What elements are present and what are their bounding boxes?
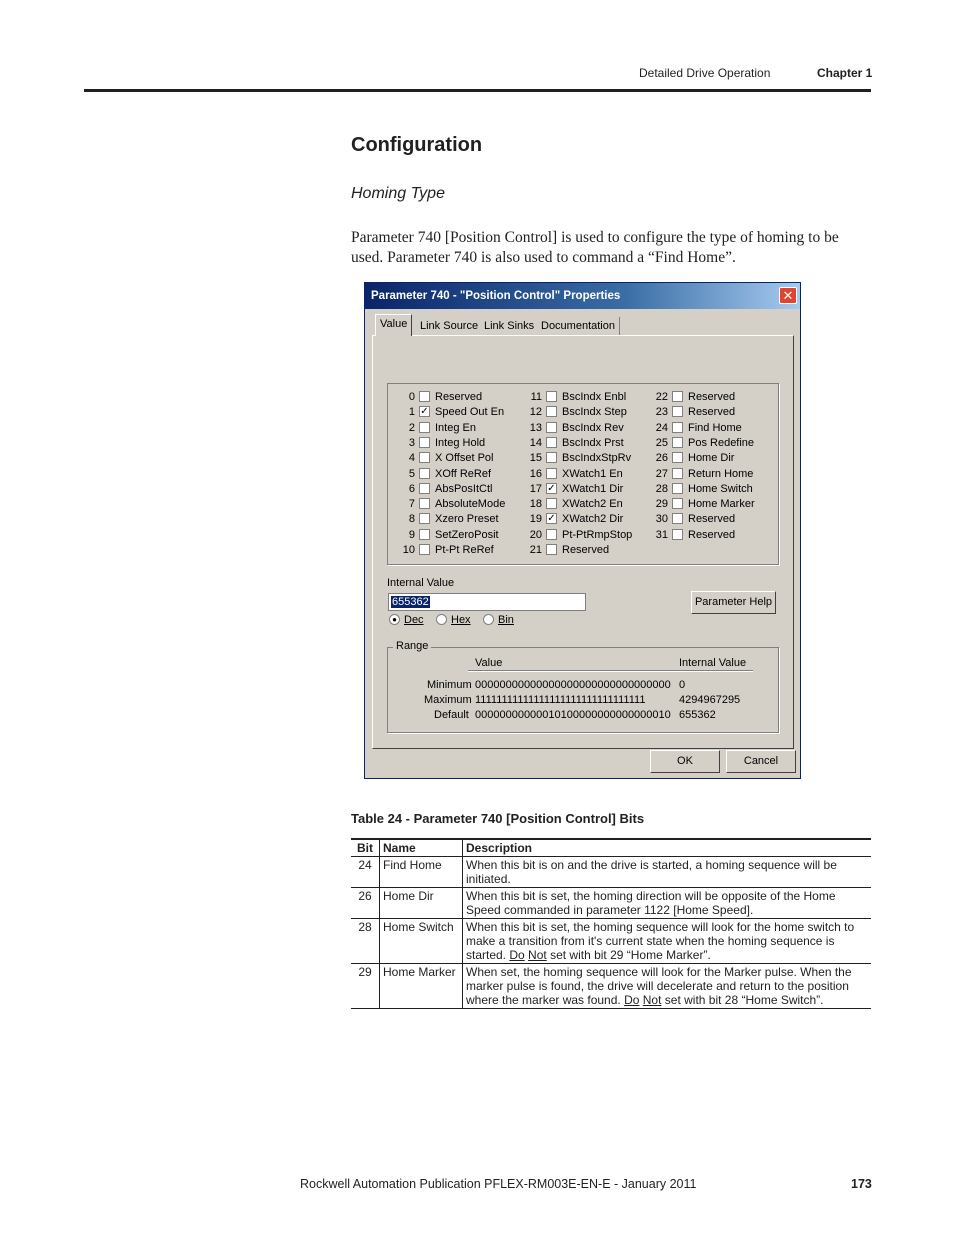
checkbox-icon[interactable]	[546, 391, 557, 402]
checkbox-icon[interactable]	[672, 468, 683, 479]
bit-label: BscIndxStpRv	[562, 452, 632, 465]
description-text: When this bit is set, the homing direction will be opposite of the Home Speed commanded in parameter 1122 [Home Speed].	[466, 889, 836, 917]
checkbox-icon[interactable]	[672, 452, 683, 463]
page-subtitle: Homing Type	[351, 185, 445, 202]
checkbox-icon[interactable]	[546, 422, 557, 433]
bit-label: AbsoluteMode	[435, 498, 506, 511]
bit-label: Reserved	[435, 391, 483, 403]
bit-number: 23	[655, 406, 668, 419]
range-row-internal: 0	[679, 679, 686, 691]
cell-name: Home Switch	[380, 919, 463, 964]
range-row-internal: 655362	[679, 709, 716, 721]
description-text: When this bit is on and the drive is started, a homing sequence will be initiated.	[466, 858, 837, 886]
description-text-end: set with bit 28 “Home Switch”.	[661, 993, 824, 1007]
range-row-label: Maximum	[424, 694, 472, 706]
range-row-value: 00000000000000000000000000000000	[475, 679, 671, 691]
bit-number: 22	[655, 391, 668, 403]
checkbox-icon[interactable]	[672, 422, 683, 433]
bit-number: 2	[408, 421, 415, 434]
bit-number: 7	[408, 498, 415, 511]
bit-label: Return Home	[688, 467, 754, 480]
emphasis-do: Do	[624, 993, 640, 1007]
range-row-value: 00000000000010100000000000000010	[475, 709, 671, 721]
checkbox-icon[interactable]	[672, 529, 683, 540]
bit-number: 9	[408, 528, 415, 541]
cell-name: Home Dir	[380, 888, 463, 919]
checkbox-icon[interactable]	[672, 498, 683, 509]
bit-label: BscIndx Enbl	[562, 391, 627, 403]
bit-number: 10	[402, 544, 415, 556]
bit-number: 8	[408, 513, 415, 526]
bit-number: 16	[529, 467, 542, 480]
bit-number: 12	[529, 406, 542, 419]
bit-label: Reserved	[688, 391, 736, 403]
checkbox-icon[interactable]	[672, 513, 683, 524]
cell-description	[463, 919, 872, 964]
footer-publication: Rockwell Automation Publication PFLEX-RM003E-EN-E - January 2011	[300, 1177, 697, 1191]
bit-label: XWatch2 Dir	[562, 513, 624, 526]
internal-value-text: 655362	[392, 596, 429, 608]
bit-number: 6	[408, 482, 415, 495]
bit-number: 20	[529, 528, 542, 541]
bit-number: 29	[655, 498, 668, 511]
bit-label: AbsPosItCtl	[435, 482, 493, 495]
table-header-row	[351, 839, 871, 857]
bit-label: Pt-Pt ReRef	[435, 544, 494, 556]
bit-label: XWatch1 Dir	[562, 482, 624, 495]
checkbox-icon[interactable]	[419, 483, 430, 494]
bit-number: 21	[529, 544, 542, 556]
bit-number: 18	[529, 498, 542, 511]
bit-label: Home Dir	[688, 452, 735, 465]
bit-number: 25	[655, 436, 668, 449]
cell-bit: 26	[351, 888, 380, 919]
bit-label: Xzero Preset	[435, 513, 499, 526]
description-text-end: set with bit 29 “Home Marker”.	[546, 948, 711, 962]
bit-number: 15	[529, 452, 542, 465]
cell-bit: 29	[351, 964, 380, 1009]
col-header-name: Name	[380, 839, 463, 857]
tab-link-source[interactable]: Link Source	[416, 317, 483, 335]
checkbox-icon[interactable]	[419, 422, 430, 433]
bit-number: 31	[655, 528, 668, 541]
header-rule	[84, 89, 871, 92]
bit-number: 0	[408, 391, 415, 403]
bit-label: Reserved	[688, 528, 736, 541]
header-section-title: Detailed Drive Operation	[639, 66, 771, 80]
checkbox-icon[interactable]	[546, 452, 557, 463]
bit-label: Speed Out En	[435, 406, 505, 419]
table-row	[351, 919, 871, 964]
checkbox-icon[interactable]	[419, 452, 430, 463]
checkbox-icon[interactable]	[419, 468, 430, 479]
bit-label: XOff ReRef	[435, 467, 492, 480]
description-text: When this bit is set, the homing sequence will look for the home switch to make a transition from it's current state when the homing sequence is started.	[466, 920, 855, 962]
internal-value-label: Internal Value	[387, 577, 455, 589]
range-row-label: Default	[434, 709, 469, 721]
checkbox-icon[interactable]	[419, 544, 430, 555]
range-row-internal: 4294967295	[679, 694, 741, 706]
bit-number: 4	[408, 452, 415, 465]
col-header-bit: Bit	[351, 839, 380, 857]
cell-bit: 24	[351, 857, 380, 888]
dialog-titlebar	[365, 283, 800, 309]
tab-documentation[interactable]: Documentation	[537, 317, 620, 335]
checkbox-icon[interactable]	[419, 437, 430, 448]
dialog-title: Parameter 740 - "Position Control" Properties	[371, 290, 621, 302]
bit-number: 19	[529, 513, 542, 526]
bit-label: SetZeroPosit	[435, 528, 499, 541]
col-header-description: Description	[463, 839, 872, 857]
cell-description	[463, 888, 872, 919]
page-title: Configuration	[351, 134, 483, 156]
table-row	[351, 857, 871, 888]
internal-value-input[interactable]	[388, 593, 586, 611]
parameter-help-button[interactable]: Parameter Help	[691, 591, 776, 614]
checkbox-icon[interactable]	[419, 498, 430, 509]
bit-label: BscIndx Prst	[562, 436, 624, 449]
range-internal-header: Internal Value	[679, 657, 747, 669]
close-icon[interactable]: ✕	[779, 287, 797, 304]
bit-number: 28	[655, 482, 668, 495]
checkbox-icon[interactable]	[546, 406, 557, 417]
range-value-header: Value	[475, 657, 503, 669]
checkbox-icon[interactable]	[546, 529, 557, 540]
bit-label: XWatch2 En	[562, 498, 623, 511]
radio-bin-dot	[483, 614, 494, 625]
bit-number: 11	[530, 391, 542, 403]
cell-description	[463, 857, 872, 888]
radio-hex-dot	[436, 614, 447, 625]
radio-bin-label: Bin	[498, 614, 514, 626]
radio-hex-label: Hex	[451, 614, 471, 626]
bit-number: 17	[529, 482, 542, 495]
tab-value[interactable]: Value	[375, 314, 412, 336]
checkbox-icon[interactable]	[419, 513, 430, 524]
bit-label: BscIndx Step	[562, 406, 627, 419]
checkbox-icon[interactable]	[546, 544, 557, 555]
bit-number: 30	[655, 513, 668, 526]
checkbox-icon[interactable]	[672, 391, 683, 402]
checkbox-icon[interactable]	[419, 391, 430, 402]
checkbox-icon[interactable]	[546, 468, 557, 479]
range-row-value: 11111111111111111111111111111111	[475, 694, 646, 706]
bit-number: 26	[655, 452, 668, 465]
cancel-button[interactable]: Cancel	[726, 750, 796, 773]
bit-number: 5	[408, 467, 415, 480]
checked-checkbox-icon[interactable]: ✓	[420, 406, 429, 418]
radio-dec-dot: ●	[389, 614, 400, 625]
bit-label: Find Home	[688, 421, 742, 434]
intro-paragraph: Parameter 740 [Position Control] is used to configure the type of homing to be used. Parameter 740 is also used to command a “Find Home”.	[351, 229, 839, 266]
checkbox-icon[interactable]	[672, 483, 683, 494]
emphasis-do: Do	[509, 948, 525, 962]
bit-number: 3	[408, 436, 415, 449]
bit-label: BscIndx Rev	[562, 421, 624, 434]
ok-button[interactable]: OK	[650, 750, 720, 773]
cell-name: Find Home	[380, 857, 463, 888]
table-row	[351, 964, 871, 1009]
bit-label: Pos Redefine	[688, 436, 755, 449]
checkbox-icon[interactable]	[546, 437, 557, 448]
bit-label: Home Marker	[688, 498, 755, 511]
checked-checkbox-icon[interactable]: ✓	[547, 482, 556, 494]
radio-dec-label: Dec	[404, 614, 424, 626]
header-chapter: Chapter 1	[817, 66, 873, 80]
table-caption: Table 24 - Parameter 740 [Position Control] Bits	[351, 811, 645, 826]
bit-number: 13	[529, 421, 542, 434]
bit-number: 1	[408, 406, 415, 419]
bits-table	[351, 838, 871, 1009]
bit-number: 14	[529, 436, 542, 449]
range-row-label: Minimum	[427, 679, 472, 691]
properties-dialog	[364, 282, 801, 779]
bit-number: 27	[655, 467, 668, 480]
checkbox-icon[interactable]	[546, 498, 557, 509]
bit-label: Reserved	[688, 406, 736, 419]
cell-bit: 28	[351, 919, 380, 964]
cell-description	[463, 964, 872, 1009]
bit-label: Pt-PtRmpStop	[562, 528, 633, 541]
description-text: When set, the homing sequence will look for the Marker pulse. When the marker pulse is found, the drive will decelerate and return to the position where the marker was found.	[466, 965, 852, 1007]
checked-checkbox-icon[interactable]: ✓	[547, 513, 556, 525]
bit-label: Reserved	[562, 544, 610, 556]
bit-label: X Offset Pol	[435, 452, 494, 465]
bit-label: Integ Hold	[435, 436, 486, 449]
checkbox-icon[interactable]	[419, 529, 430, 540]
emphasis-not: Not	[642, 993, 662, 1007]
checkbox-icon[interactable]	[672, 406, 683, 417]
checkbox-icon[interactable]	[672, 437, 683, 448]
bit-number: 24	[655, 421, 668, 434]
range-header-rule	[468, 670, 753, 671]
bit-label: Integ En	[435, 421, 476, 434]
table-row	[351, 888, 871, 919]
range-legend: Range	[393, 640, 431, 652]
bit-label: XWatch1 En	[562, 467, 623, 480]
page-number: 173	[851, 1177, 872, 1191]
bit-label: Home Switch	[688, 482, 753, 495]
cell-name: Home Marker	[380, 964, 463, 1009]
bit-label: Reserved	[688, 513, 736, 526]
tab-link-sinks[interactable]: Link Sinks	[480, 317, 539, 335]
emphasis-not: Not	[528, 948, 547, 962]
